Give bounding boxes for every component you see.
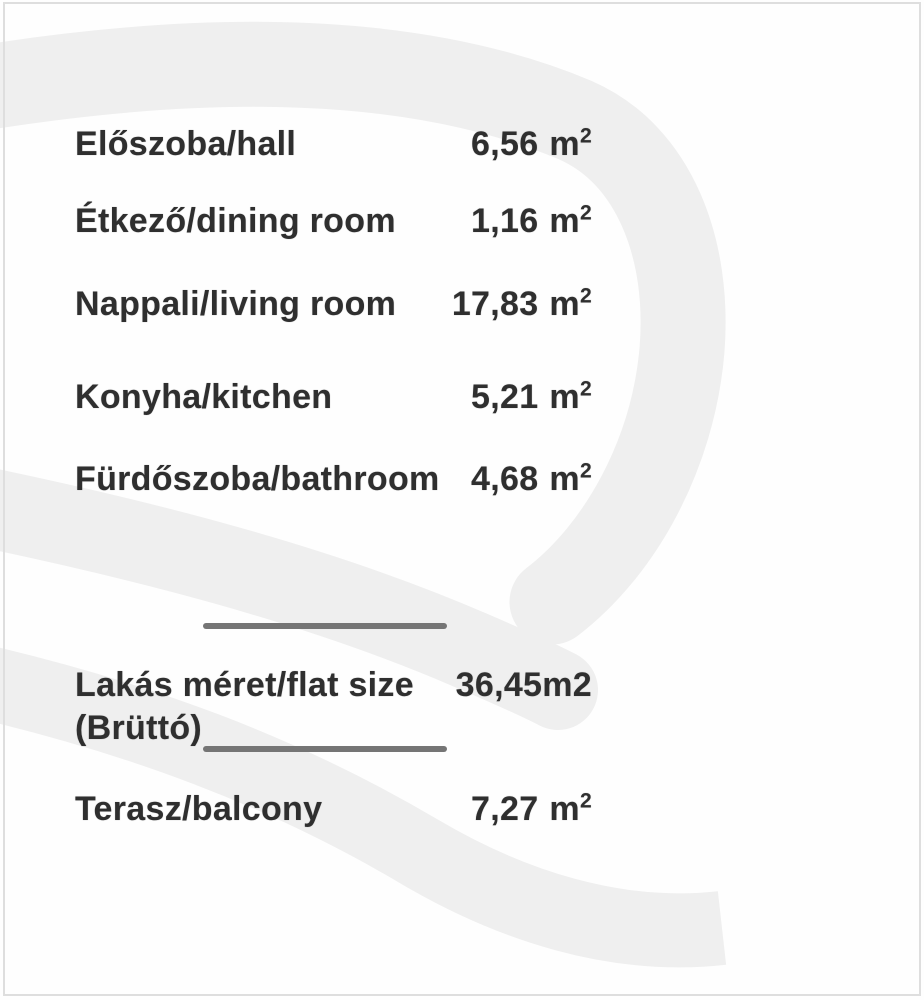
square-meter-unit: $m^2$ (549, 789, 592, 828)
flat-size-label-brutto: (Brüttó) (75, 709, 203, 747)
square-meter-unit: $m^2$ (549, 377, 592, 416)
room-label: Konyha/kitchen (75, 378, 333, 416)
room-value: 1,16 $m^2$ (471, 201, 592, 240)
divider-line-top (203, 623, 447, 629)
flat-size-value: 36,45m2 (455, 666, 592, 704)
room-label: Előszoba/hall (75, 125, 297, 163)
room-value: 5,21 $m^2$ (471, 377, 592, 416)
terrace-label: Terasz/balcony (75, 790, 323, 828)
room-value: 17,83 $m^2$ (451, 284, 592, 323)
divider-line-bottom (203, 746, 447, 752)
terrace-value: 7,27 $m^2$ (471, 789, 592, 828)
room-label: Fürdőszoba/bathroom (75, 460, 440, 498)
square-meter-unit: $m^2$ (549, 459, 592, 498)
square-meter-unit: $m^2$ (549, 124, 592, 163)
room-label: Étkező/dining room (75, 202, 396, 240)
square-meter-unit: $m^2$ (549, 201, 592, 240)
square-meter-unit: $m^2$ (549, 284, 592, 323)
flat-size-label: Lakás méret/flat size (75, 666, 414, 704)
room-label: Nappali/living room (75, 285, 397, 323)
room-value: 4,68 $m^2$ (471, 459, 592, 498)
room-value: 6,56 $m^2$ (471, 124, 592, 163)
